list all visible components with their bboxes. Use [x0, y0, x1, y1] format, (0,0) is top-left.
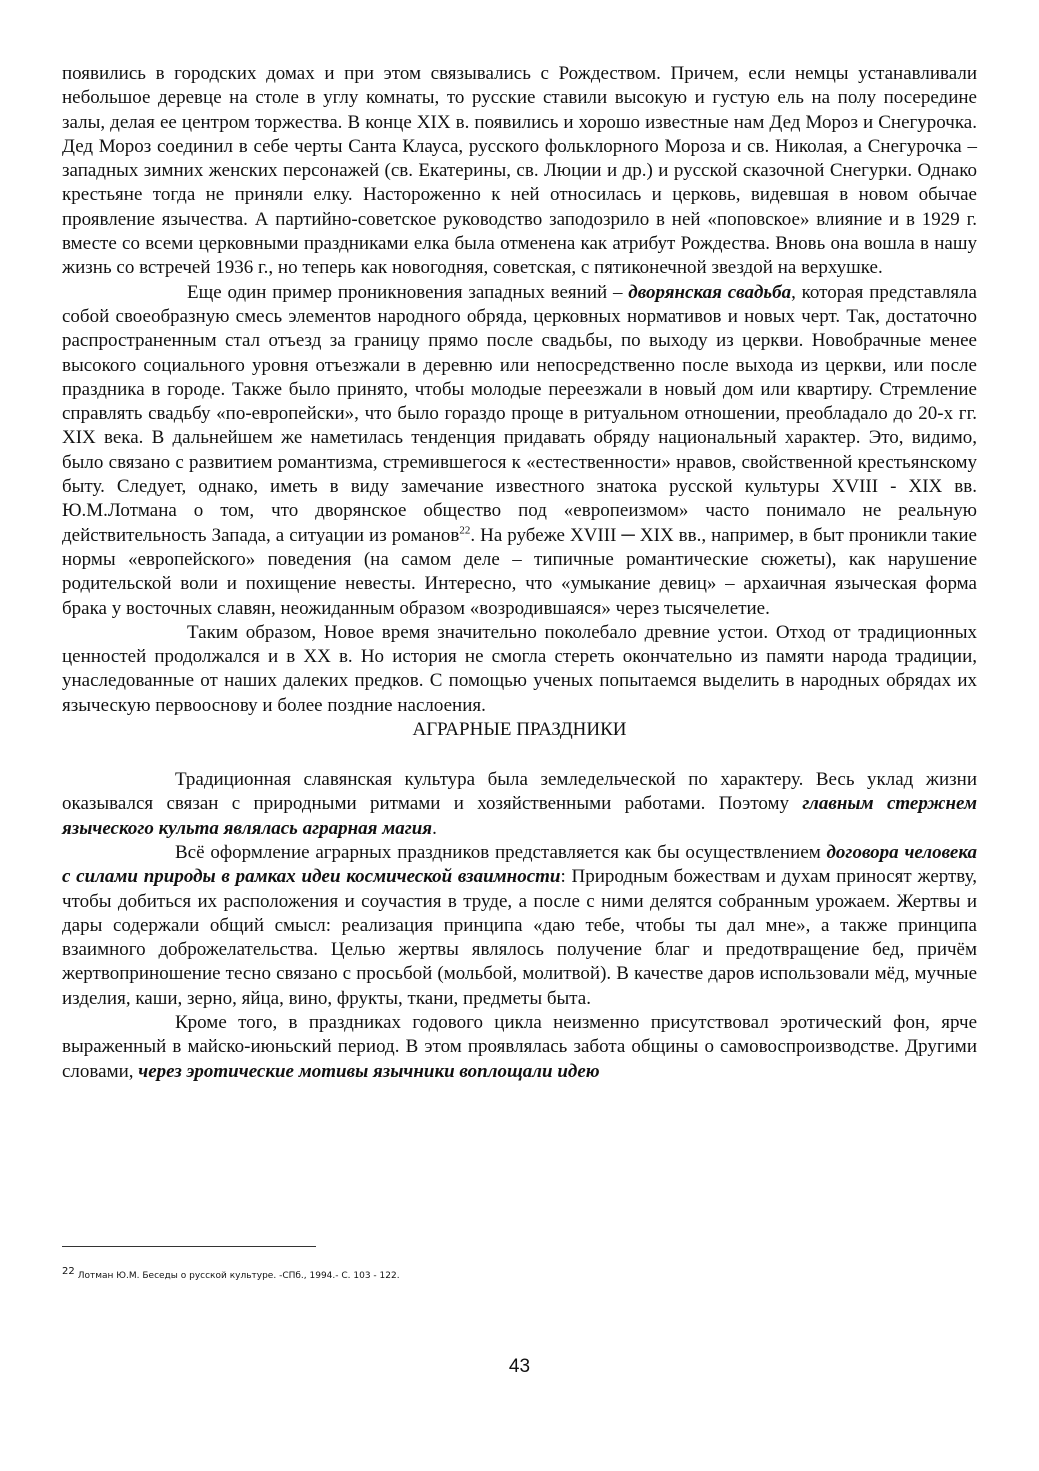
paragraph-text: Таким образом, Новое время значительно поколебало древние устои. Отход от традиционных ценностей продолжался и в XX в. Но история не смогла стереть окончательно из памяти народа традиции, унаследованные от наших далеких предков. С помощью ученых попытаемся выделить в народных обрядах их языческую первооснову и более поздние наслоения. — [62, 621, 977, 716]
emphasis-term: договора человека с силами природы в рамках идеи космической взаимности — [62, 841, 977, 888]
paragraph-text: Еще один пример проникновения западных веяний – — [187, 281, 629, 303]
paragraph-text: появились в городских домах и при этом связывались с Рождеством. Причем, если немцы устанавливали небольшое деревце на столе в углу комнаты, то русские ставили высокую и густую ель на полу посередине залы, делая ее центром торжества. В конце XIX в. появились и хорошо известные нам Дед Мороз и Снегурочка. Дед Мороз соединил в себе черты Санта Клауса, русского фольклорного Мороза и св. Николая, а Снегурочка – западных зимних женских персонажей (св. Екатерины, св. Люции и др.) и русской сказочной Снегурки. Однако крестьяне тогда не приняли елку. Настороженно к ней относилась и церковь, видевшая в новом обычае проявление язычества. А партийно-советское руководство заподозрило в ней «поповское» влияние и в 1929 г. вместе со всеми церковными праздниками елка была отменена как атрибут Рождества. Вновь она вошла в нашу жизнь со встречей 1936 г., но теперь как новогодняя, советская, с пятиконечной звездой на верхушке. — [62, 63, 977, 279]
emphasis-term: дворянская свадьба — [628, 281, 792, 303]
paragraph-text: . — [432, 817, 437, 839]
emphasis-term: через эротические мотивы язычники воплощали идею — [138, 1060, 600, 1082]
paragraph-text: Всё оформление аграрных праздников представляется как бы осуществлением — [175, 841, 827, 863]
paragraph-conclusion — [62, 621, 977, 718]
footnote-text: Лотман Ю.М. Беседы о русской культуре. -СПб., 1994.- С. 103 - 122. — [77, 1271, 400, 1281]
section-heading: АГРАРНЫЕ ПРАЗДНИКИ — [412, 719, 627, 741]
page-number: 43 — [508, 1356, 531, 1377]
paragraph-text: Кроме того, в праздниках годового цикла неизменно присутствовал эротический фон, ярче выраженный в майско-июньский период. В этом проявлялась забота общины о самовоспроизводстве. Другими словами, — [62, 1011, 977, 1082]
paragraph-text: Традиционная славянская культура была земледельческой по характеру. Весь уклад жизни оказывался связан с природными ритмами и хозяйственными работами. Поэтому — [62, 769, 977, 815]
body-text — [62, 62, 977, 1084]
footnote-number: 22 — [62, 1266, 75, 1277]
paragraph-text: , которая представляла собой своеобразную смесь элементов народного обряда, церковных нормативов и новых черт. Так, достаточно распространенным стал отъезд за границу прямо после свадьбы, по выходу из церкви. Новобрачные менее высокого социального уровня отъезжали в деревню или непосредственно после выхода из церкви, или после праздника в городе. Также было принято, чтобы молодые переезжали в новый дом или квартиру. Стремление справлять свадьбу «по-европейски», что было гораздо проще в ритуальном отношении, преобладало до 20-х гг. XIX века. В дальнейшем же наметилась тенденция придавать обряду национальный характер. Это, видимо, было связано с развитием романтизма, стремившегося к «естественности» нравов, свойственной крестьянскому быту. Следует, однако, иметь в виду замечание известного знатока русской культуры XVIII - XIX вв. Ю.М.Лотмана о том, что дворянское общество под «европеизмом» часто понимало не реальную действительность Запада, а ситуации из романов — [62, 281, 977, 546]
footnote-divider — [62, 1246, 316, 1247]
footnote — [62, 1266, 962, 1282]
footnote-reference[interactable]: 22 — [459, 524, 471, 537]
paragraph-christmas-tree — [62, 62, 977, 281]
paragraph-text: . На рубеже XVIII ─ XIX вв., например, в быт проникли такие нормы «европейского» поведения (на самом деле – типичные романтические сюжеты), как нарушение родительской воли и похищение невесты. Интересно, что «умыкание девиц» – архаичная языческая форма брака у восточных славян, неожиданным образом «возродившаяся» через тысячелетие. — [62, 524, 977, 619]
paragraph-noble-wedding — [62, 281, 977, 621]
paragraph-nature-contract — [62, 841, 977, 1011]
paragraph-text: : Природным божествам и духам приносят жертву, чтобы добиться их расположения и соучастия в труде, а после с ними делятся собранным урожаем. Жертвы и дары содержали общий смысл: реализация принципа «даю тебе, чтобы ты дал мне», а также принципа взаимного доброжелательства. Целью жертвы являлось получение благ и предотвращение бед, причём жертвоприношение тесно связано с просьбой (мольбой, молитвой). В качестве даров использовали мёд, мучные изделия, каши, зерно, яйца, вино, фрукты, ткани, предметы быта. — [62, 866, 977, 1009]
paragraph-agrarian-culture — [62, 768, 977, 841]
paragraph-erotic-background — [62, 1011, 977, 1084]
emphasis-term: главным стержнем языческого культа являлась аграрная магия — [62, 793, 977, 839]
